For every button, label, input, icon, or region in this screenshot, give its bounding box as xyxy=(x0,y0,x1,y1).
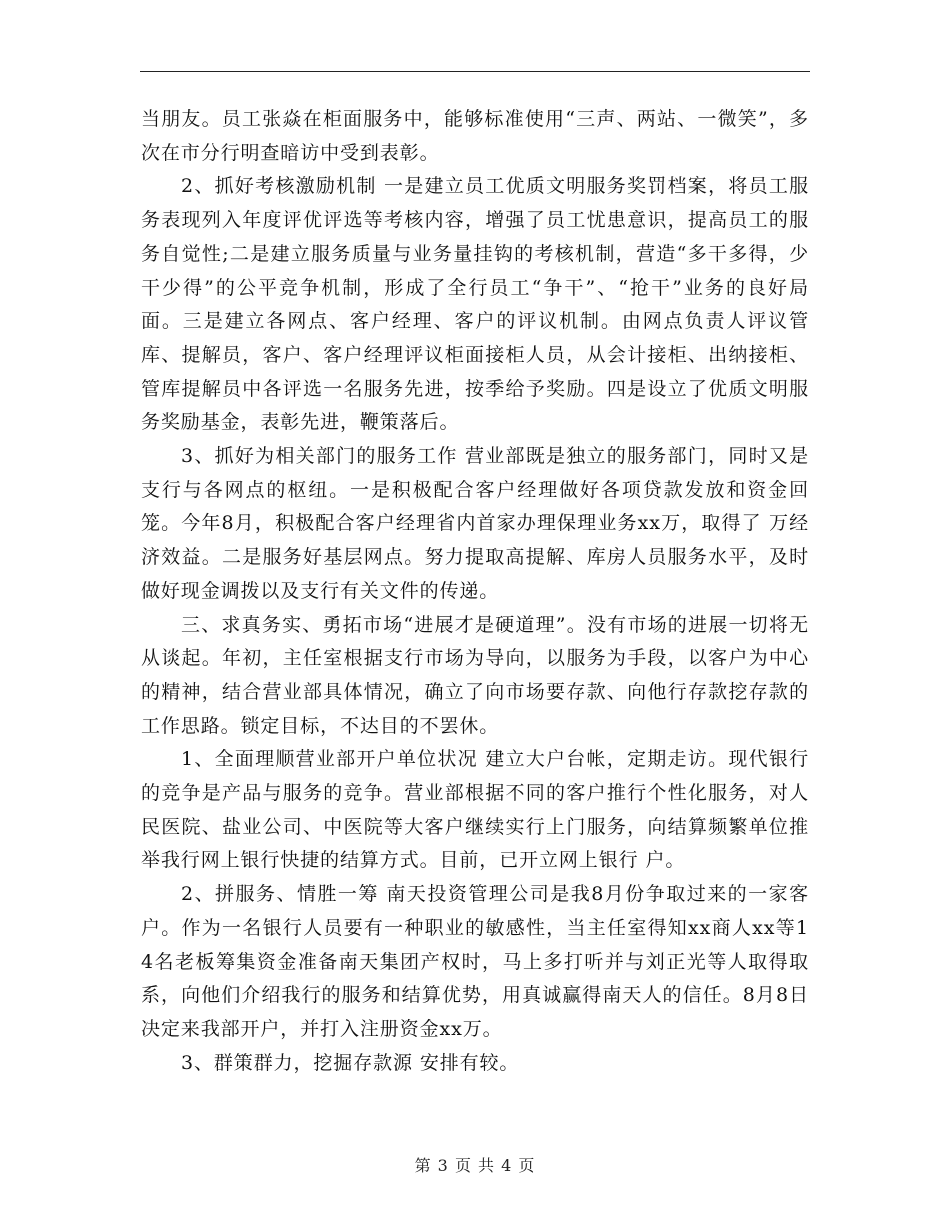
paragraph-deposit-sources: 3、群策群力，挖掘存款源 安排有较。 xyxy=(181,1051,520,1074)
paragraph-continuation: 当朋友。员工张焱在柜面服务中，能够标准使用“三声、两站、一微笑”，多次在市分行明查暗访中受到表彰。 xyxy=(141,108,809,164)
paragraph-section-three-heading: 三、求真务实、勇拓市场“进展才是硬道理”。没有市场的进展一切将无从谈起。年初，主任室根据支行市场为导向，以服务为手段，以客户为中心的精神，结合营业部具体情况，确立了向市场要存款、向他行存款挖存款的工作思路。锁定目标，不达目的不罢休。 xyxy=(141,613,809,737)
paragraph-account-review: 1、全面理顺营业部开户单位状况 建立大户台帐，定期走访。现代银行的竞争是产品与服务的竞争。营业部根据不同的客户推行个性化服务，对人民医院、盐业公司、中医院等大客户继续实行上门服务，向结算频繁单位推举我行网上银行快捷的结算方式。目前，已开立网上银行 户。 xyxy=(141,748,809,872)
paragraph-incentive-mechanism: 2、抓好考核激励机制 一是建立员工优质文明服务奖罚档案，将员工服务表现列入年度评优评选等考核内容，增强了员工忧患意识，提高员工的服务自觉性;二是建立服务质量与业务量挂钩的考核机制，营造“多干多得，少干少得”的公平竞争机制，形成了全行员工“争干”、“抢干”业务的良好局面。三是建立各网点、客户经理、客户的评议机制。由网点负责人评议管库、提解员，客户、客户经理评议柜面接柜人员，从会计接柜、出纳接柜、管库提解员中各评选一名服务先进，按季给予奖励。四是设立了优质文明服务奖励基金，表彰先进，鞭策落后。 xyxy=(141,175,809,434)
header-rule xyxy=(140,71,810,72)
paragraph-service-competition: 2、拼服务、情胜一筹 南天投资管理公司是我8月份争取过来的一家客户。作为一名银行人员要有一种职业的敏感性，当主任室得知xx商人xx等14名老板筹集资金准备南天集团产权时，马上多打听并与刘正光等人取得取系，向他们介绍我行的服务和结算优势，用真诚赢得南天人的信任。8月8日决定来我部开户，并打入注册资金xx万。 xyxy=(141,883,809,1040)
page-number-footer: 第 3 页 共 4 页 xyxy=(414,1156,536,1175)
document-body xyxy=(141,103,809,1080)
paragraph-department-service: 3、抓好为相关部门的服务工作 营业部既是独立的服务部门，同时又是支行与各网点的枢纽。一是积极配合客户经理做好各项贷款发放和资金回笼。今年8月，积极配合客户经理省内首家办理保理业务xx万，取得了 万经济效益。二是服务好基层网点。努力提取高提解、库房人员服务水平，及时做好现金调拨以及支行有关文件的传递。 xyxy=(141,445,809,602)
